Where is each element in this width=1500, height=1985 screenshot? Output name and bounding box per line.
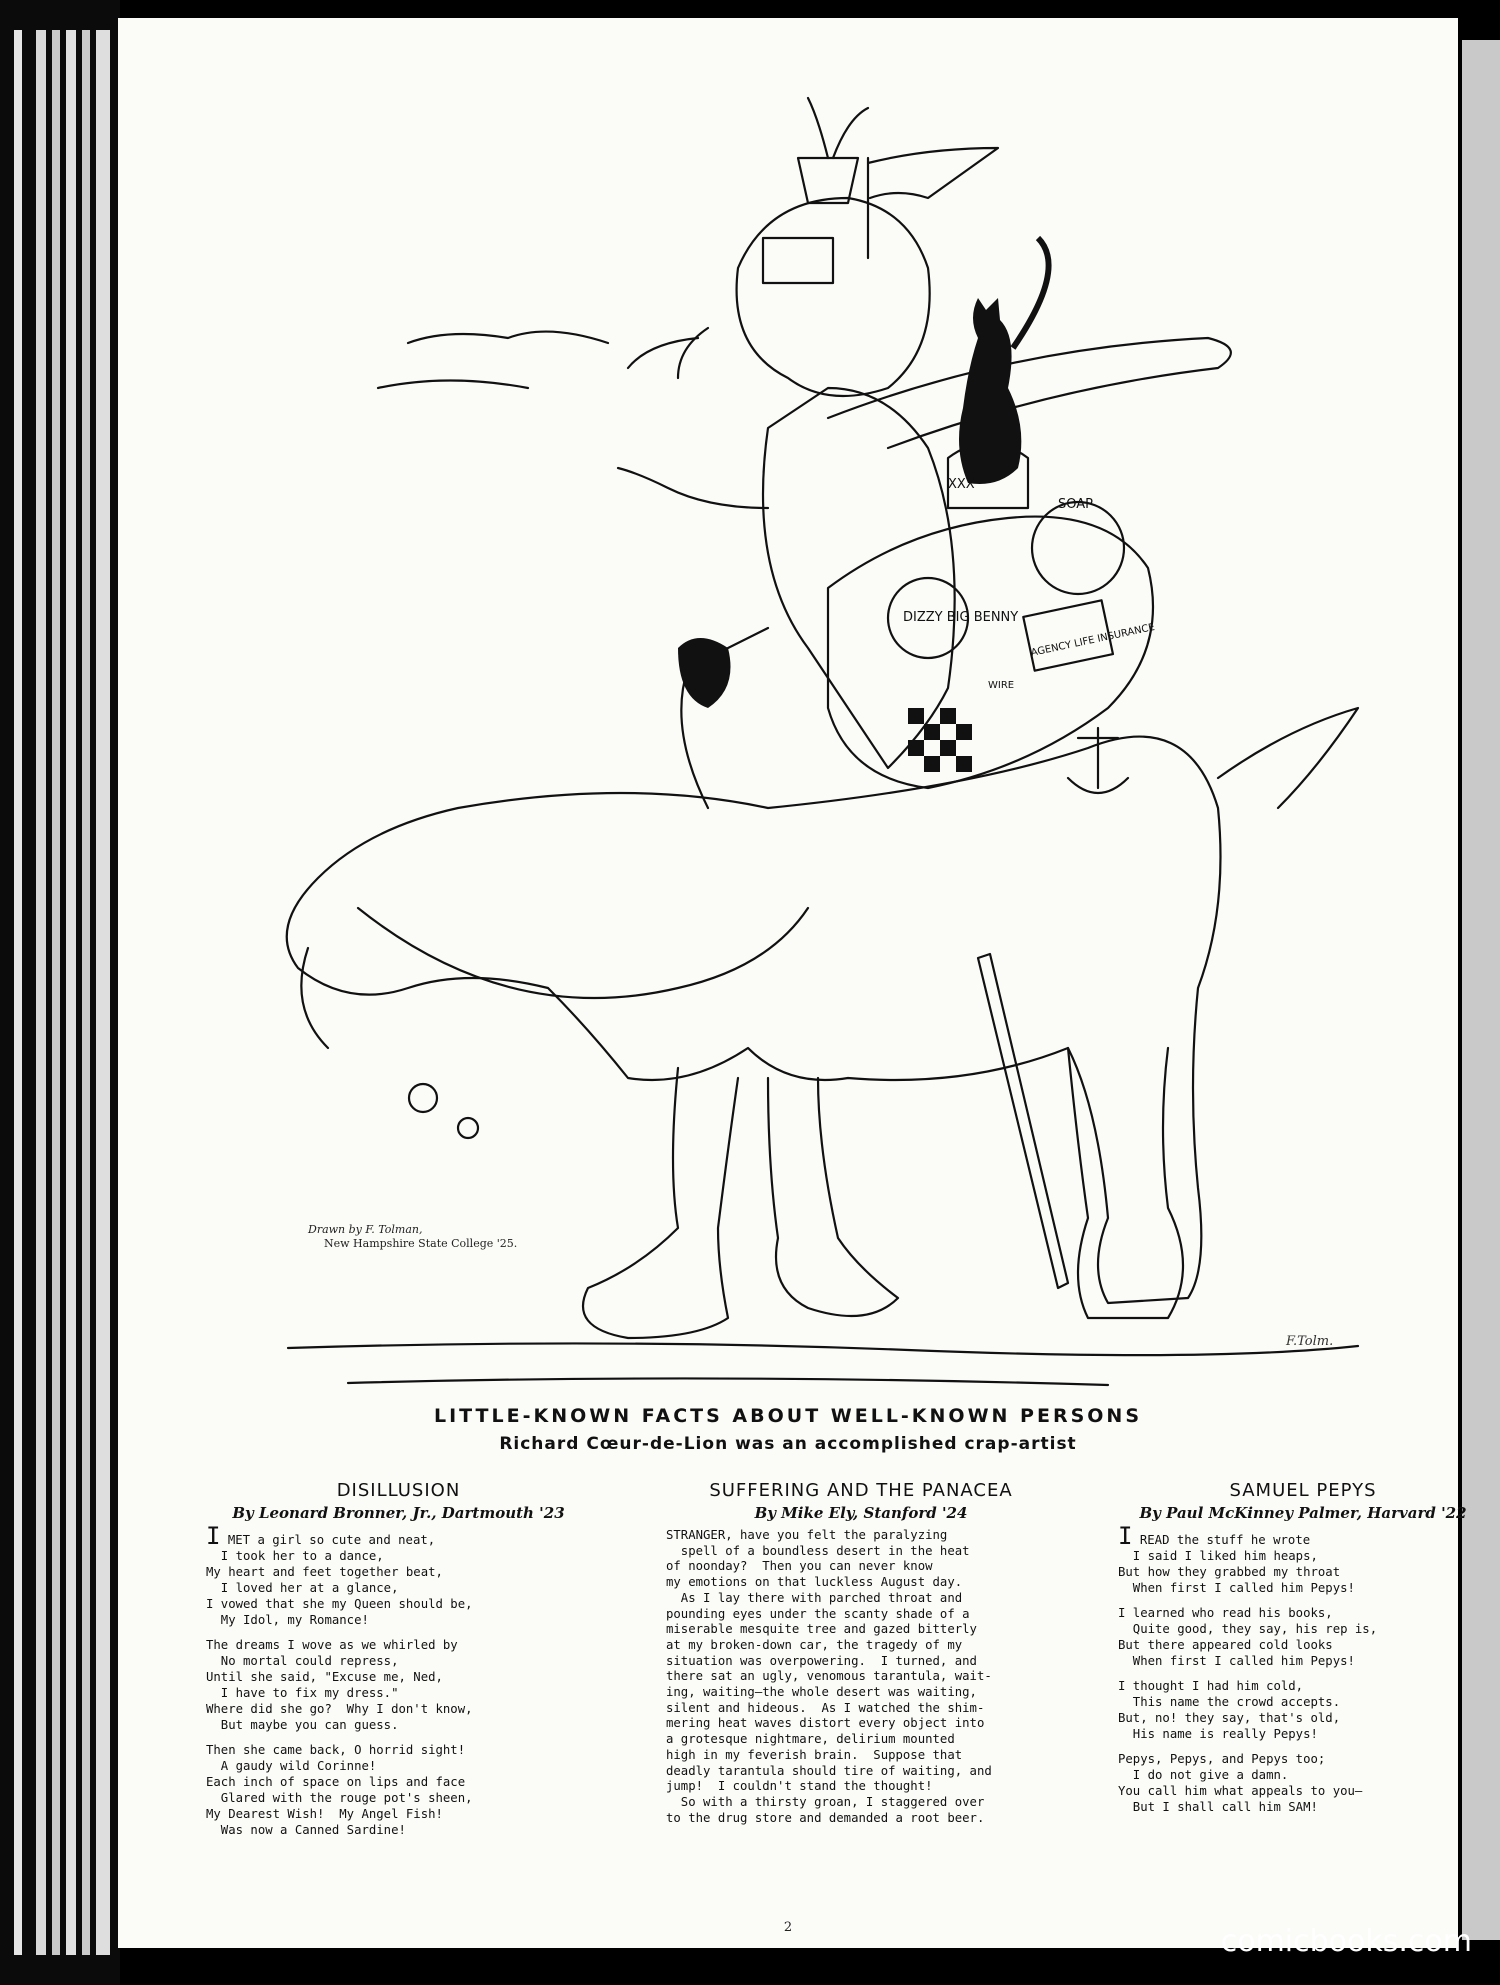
whisker bbox=[628, 338, 698, 368]
tombstone-label: XXX bbox=[948, 477, 975, 492]
checkered-patch bbox=[908, 708, 972, 772]
anchor bbox=[1068, 728, 1128, 793]
bridle-ring bbox=[409, 1084, 437, 1112]
globe-cage bbox=[1032, 502, 1124, 594]
prose-line: deadly tarantula should tire of waiting, and bbox=[666, 1763, 992, 1778]
insurance-sign-label: AGENCY LIFE INSURANCE bbox=[1029, 621, 1156, 659]
flower-pot bbox=[798, 158, 858, 203]
verse-line: This name the crowd accepts. bbox=[1118, 1695, 1341, 1709]
horse-body bbox=[287, 737, 1221, 1303]
page-edge bbox=[14, 30, 22, 1955]
stanza bbox=[1118, 1522, 1488, 1596]
pennant bbox=[868, 148, 998, 258]
whisker bbox=[678, 328, 708, 378]
stanza bbox=[1118, 1605, 1488, 1669]
poem-body bbox=[206, 1522, 591, 1838]
verse-line: I READ the stuff he wrote bbox=[1118, 1522, 1311, 1550]
story-title: SUFFERING AND THE PANACEA bbox=[709, 1480, 1013, 1501]
verse-line: I learned who read his books, bbox=[1118, 1606, 1333, 1620]
verse-line: Pepys, Pepys, and Pepys too; bbox=[1118, 1752, 1326, 1766]
verse-line: A gaudy wild Corinne! bbox=[206, 1759, 377, 1773]
verse-line: Glared with the rouge pot's sheen, bbox=[206, 1791, 473, 1805]
stanza bbox=[206, 1522, 591, 1628]
page-number: 2 bbox=[783, 1920, 793, 1935]
stanza bbox=[1118, 1751, 1488, 1815]
verse-line: I loved her at a glance, bbox=[206, 1581, 399, 1595]
stanza bbox=[1118, 1678, 1488, 1742]
prose-line: of noonday? Then you can never know bbox=[666, 1559, 933, 1574]
column-disillusion bbox=[206, 1480, 591, 1847]
verse-line: But, no! they say, that's old, bbox=[1118, 1711, 1341, 1725]
magazine-page bbox=[118, 18, 1467, 1948]
page-heading: LITTLE-KNOWN FACTS ABOUT WELL-KNOWN PERSONS bbox=[433, 1405, 1143, 1427]
poem-byline: By Paul McKinney Palmer, Harvard '22 bbox=[1139, 1504, 1467, 1522]
visor bbox=[763, 238, 833, 283]
verse-line: No mortal could repress, bbox=[206, 1654, 399, 1668]
verse-line: You call him what appeals to you— bbox=[1118, 1784, 1363, 1798]
verse-line: The dreams I wove as we whirled by bbox=[206, 1638, 458, 1652]
clock-label: DIZZY BIG BENNY bbox=[903, 610, 1019, 625]
verse-line: But how they grabbed my throat bbox=[1118, 1565, 1341, 1579]
prose-line: high in my feverish brain. Suppose that bbox=[666, 1747, 963, 1762]
page-edge bbox=[36, 30, 46, 1955]
illustration-drawing bbox=[208, 88, 1438, 1408]
verse-line: I vowed that she my Queen should be, bbox=[206, 1597, 473, 1611]
knight-on-horse-illustration bbox=[208, 88, 1438, 1408]
prose-line: silent and hideous. As I watched the shim- bbox=[666, 1700, 985, 1715]
verse-line: My Idol, my Romance! bbox=[206, 1613, 369, 1627]
illustration-credit bbox=[308, 1223, 648, 1251]
book-binding bbox=[0, 0, 120, 1985]
prose-line: So with a thirsty groan, I staggered over bbox=[666, 1794, 985, 1809]
bottle-label: WIRE bbox=[988, 680, 1015, 691]
verse-line: Quite good, they say, his rep is, bbox=[1118, 1622, 1378, 1636]
page-edge bbox=[52, 30, 60, 1955]
story-byline: By Mike Ely, Stanford '24 bbox=[754, 1504, 968, 1522]
horse-tail bbox=[1218, 708, 1358, 808]
poem-body bbox=[1118, 1522, 1488, 1815]
verse-line: I said I liked him heaps, bbox=[1118, 1549, 1318, 1563]
stanza bbox=[206, 1637, 591, 1733]
verse-line: I thought I had him cold, bbox=[1118, 1679, 1304, 1693]
black-cat bbox=[959, 238, 1049, 484]
verse-line: I have to fix my dress." bbox=[206, 1686, 399, 1700]
verse-line: When first I called him Pepys! bbox=[1118, 1581, 1355, 1595]
column-pepys bbox=[1118, 1480, 1488, 1824]
poem-title: DISILLUSION bbox=[336, 1480, 461, 1501]
horse-front-leg bbox=[768, 1078, 898, 1316]
wind-line bbox=[408, 332, 608, 343]
prose-line: STRANGER, have you felt the paralyzing bbox=[666, 1528, 948, 1542]
artist-signature: F.Tolm. bbox=[1286, 1334, 1334, 1349]
ground-line bbox=[348, 1378, 1108, 1385]
watermark: comicbooks.com bbox=[1220, 1924, 1472, 1959]
verse-line: Each inch of space on lips and face bbox=[206, 1775, 466, 1789]
credit-line: Drawn by F. Tolman, bbox=[308, 1223, 423, 1236]
prose-line: mering heat waves distort every object into bbox=[666, 1716, 985, 1731]
verse-line: My heart and feet together beat, bbox=[206, 1565, 443, 1579]
verse-line: I do not give a damn. bbox=[1118, 1768, 1289, 1782]
horse-reins bbox=[358, 908, 808, 998]
prose-line: jump! I couldn't stand the thought! bbox=[666, 1779, 933, 1794]
bridle-ring bbox=[458, 1118, 478, 1138]
prose-line: situation was overpowering. I turned, and bbox=[666, 1653, 977, 1668]
page-edge bbox=[96, 30, 110, 1955]
prose-line: pounding eyes under the scanty shade of a bbox=[666, 1606, 970, 1621]
column-panacea bbox=[666, 1480, 1056, 1826]
horse-front-leg bbox=[583, 1068, 738, 1338]
black-boot bbox=[678, 638, 731, 708]
prose-line: ing, waiting—the whole desert was waiting, bbox=[666, 1685, 977, 1700]
saddle-bundle bbox=[828, 517, 1153, 788]
prose-line: at my broken-down car, the tragedy of my bbox=[666, 1637, 963, 1652]
page-edge bbox=[82, 30, 90, 1955]
prose-line: As I lay there with parched throat and bbox=[666, 1590, 963, 1605]
prose-line: there sat an ugly, venomous tarantula, wait- bbox=[666, 1669, 992, 1684]
stanza bbox=[206, 1742, 591, 1838]
soap-label: SOAP bbox=[1058, 497, 1093, 512]
credit-line: New Hampshire State College '25. bbox=[324, 1237, 518, 1250]
prose-line: a grotesque nightmare, delirium mounted bbox=[666, 1732, 955, 1747]
wind-line bbox=[378, 381, 528, 389]
verse-line: But I shall call him SAM! bbox=[1118, 1800, 1318, 1814]
prose-line: to the drug store and demanded a root beer. bbox=[666, 1810, 985, 1825]
page-edge bbox=[66, 30, 76, 1955]
page-subheading: Richard Cœur-de-Lion was an accomplished crap-artist bbox=[499, 1434, 1077, 1454]
verse-line: Was now a Canned Sardine! bbox=[206, 1823, 406, 1837]
verse-line: I took her to a dance, bbox=[206, 1549, 384, 1563]
verse-line: My Dearest Wish! My Angel Fish! bbox=[206, 1807, 443, 1821]
verse-line: When first I called him Pepys! bbox=[1118, 1654, 1355, 1668]
prose-line: miserable mesquite tree and gazed bitterly bbox=[666, 1622, 977, 1637]
poem-byline: By Leonard Bronner, Jr., Dartmouth '23 bbox=[232, 1504, 565, 1522]
verse-line: But there appeared cold looks bbox=[1118, 1638, 1333, 1652]
verse-line: His name is really Pepys! bbox=[1118, 1727, 1318, 1741]
verse-line: I MET a girl so cute and neat, bbox=[206, 1522, 436, 1550]
verse-line: But maybe you can guess. bbox=[206, 1718, 399, 1732]
prose-line: my emotions on that luckless August day. bbox=[666, 1575, 963, 1590]
verse-line: Where did she go? Why I don't know, bbox=[206, 1702, 473, 1716]
ground-line bbox=[288, 1343, 1358, 1355]
knight-helmet bbox=[737, 198, 930, 396]
knight-arm bbox=[618, 468, 768, 508]
poem-title: SAMUEL PEPYS bbox=[1229, 1480, 1377, 1501]
verse-line: Until she said, "Excuse me, Ned, bbox=[206, 1670, 443, 1684]
horse-muzzle bbox=[301, 948, 328, 1048]
story-body bbox=[666, 1528, 1056, 1826]
sword bbox=[978, 954, 1068, 1288]
prose-line: spell of a boundless desert in the heat bbox=[666, 1543, 970, 1558]
flower-stems bbox=[808, 98, 868, 158]
verse-line: Then she came back, O horrid sight! bbox=[206, 1743, 466, 1757]
lance bbox=[828, 338, 1231, 448]
